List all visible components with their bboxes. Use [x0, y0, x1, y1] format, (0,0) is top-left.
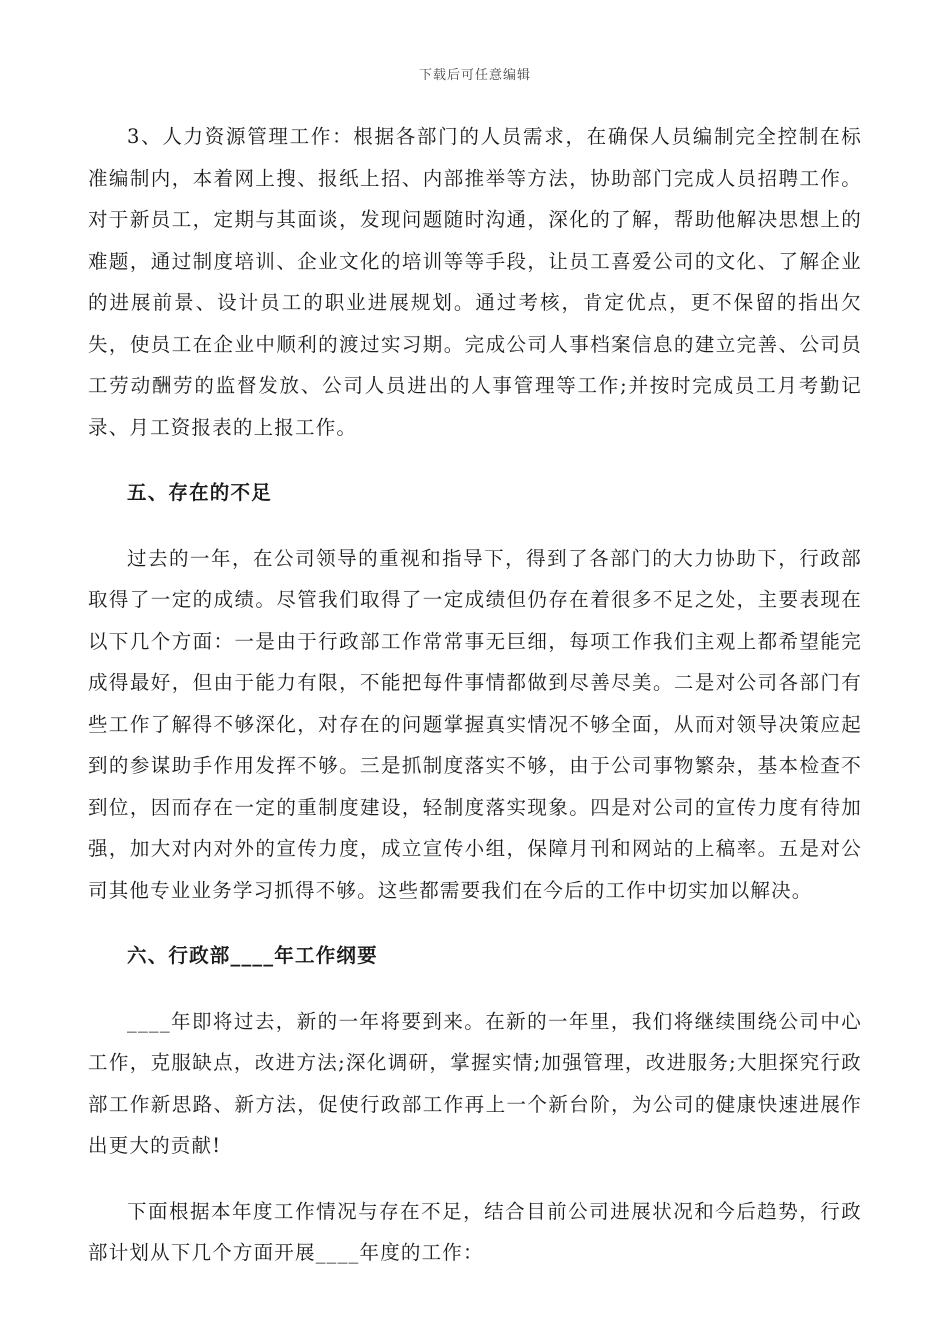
paragraph-shortcomings: 过去的一年，在公司领导的重视和指导下，得到了各部门的大力协助下，行政部取得了一定的成绩。尽管我们取得了一定成绩但仍存在着很多不足之处，主要表现在以下几个方面：一是由于行政部工作常常事无巨细，每项工作我们主观上都希望能完成得最好，但由于能力有限，不能把每件事情都做到尽善尽美。二是对公司各部门有些工作了解得不够深化，对存在的问题掌握真实情况不够全面，从而对领导决策应起到的参谋助手作用发挥不够。三是抓制度落实不够，由于公司事物繁杂，基本检查不到位，因而存在一定的重制度建设，轻制度落实现象。四是对公司的宣传力度有待加强，加大对内对外的宣传力度，成立宣传小组，保障月刊和网站的上稿率。五是对公司其他专业业务学习抓得不够。这些都需要我们在今后的工作中切实加以解决。	[88, 546, 862, 902]
section-gap	[88, 448, 862, 472]
section-heading-work-outline: 六、行政部____年工作纲要	[127, 944, 378, 967]
paragraph-hr-management: 3、人力资源管理工作：根据各部门的人员需求，在确保人员编制完全控制在标准编制内，本着网上搜、报纸上招、内部推举等方法，协助部门完成人员招聘工作。对于新员工，定期与其面谈，发现问题随时沟通，深化的了解，帮助他解决思想上的难题，通过制度培训、企业文化的培训等等手段，让员工喜爱公司的文化、了解企业的进展前景、设计员工的职业进展规划。通过考核，肯定优点，更不保留的指出欠失，使员工在企业中顺利的渡过实习期。完成公司人事档案信息的建立完善、公司员工劳动酬劳的监督发放、公司人员进出的人事管理等工作;并按时完成员工月考勤记录、月工资报表的上报工作。	[88, 125, 862, 439]
page-header-note: 下载后可任意编辑	[418, 68, 531, 83]
document-body	[88, 116, 862, 1274]
section-gap	[88, 977, 862, 1001]
paragraph-outline-intro: ____年即将过去，新的一年将要到来。在新的一年里，我们将继续围绕公司中心工作，克服缺点，改进方法;深化调研，掌握实情;加强管理，改进服务;大胆探究行政部工作新思路、新方法，促使行政部工作再上一个新台阶，为公司的健康快速进展作出更大的贡献!	[88, 1009, 862, 1157]
section-heading-shortcomings: 五、存在的不足	[127, 481, 272, 504]
section-gap	[88, 911, 862, 935]
section-gap	[88, 1167, 862, 1191]
paragraph-outline-plan: 下面根据本年度工作情况与存在不足，结合目前公司进展状况和今后趋势，行政部计划从下几个方面开展____年度的工作：	[88, 1199, 862, 1264]
section-gap	[88, 514, 862, 538]
